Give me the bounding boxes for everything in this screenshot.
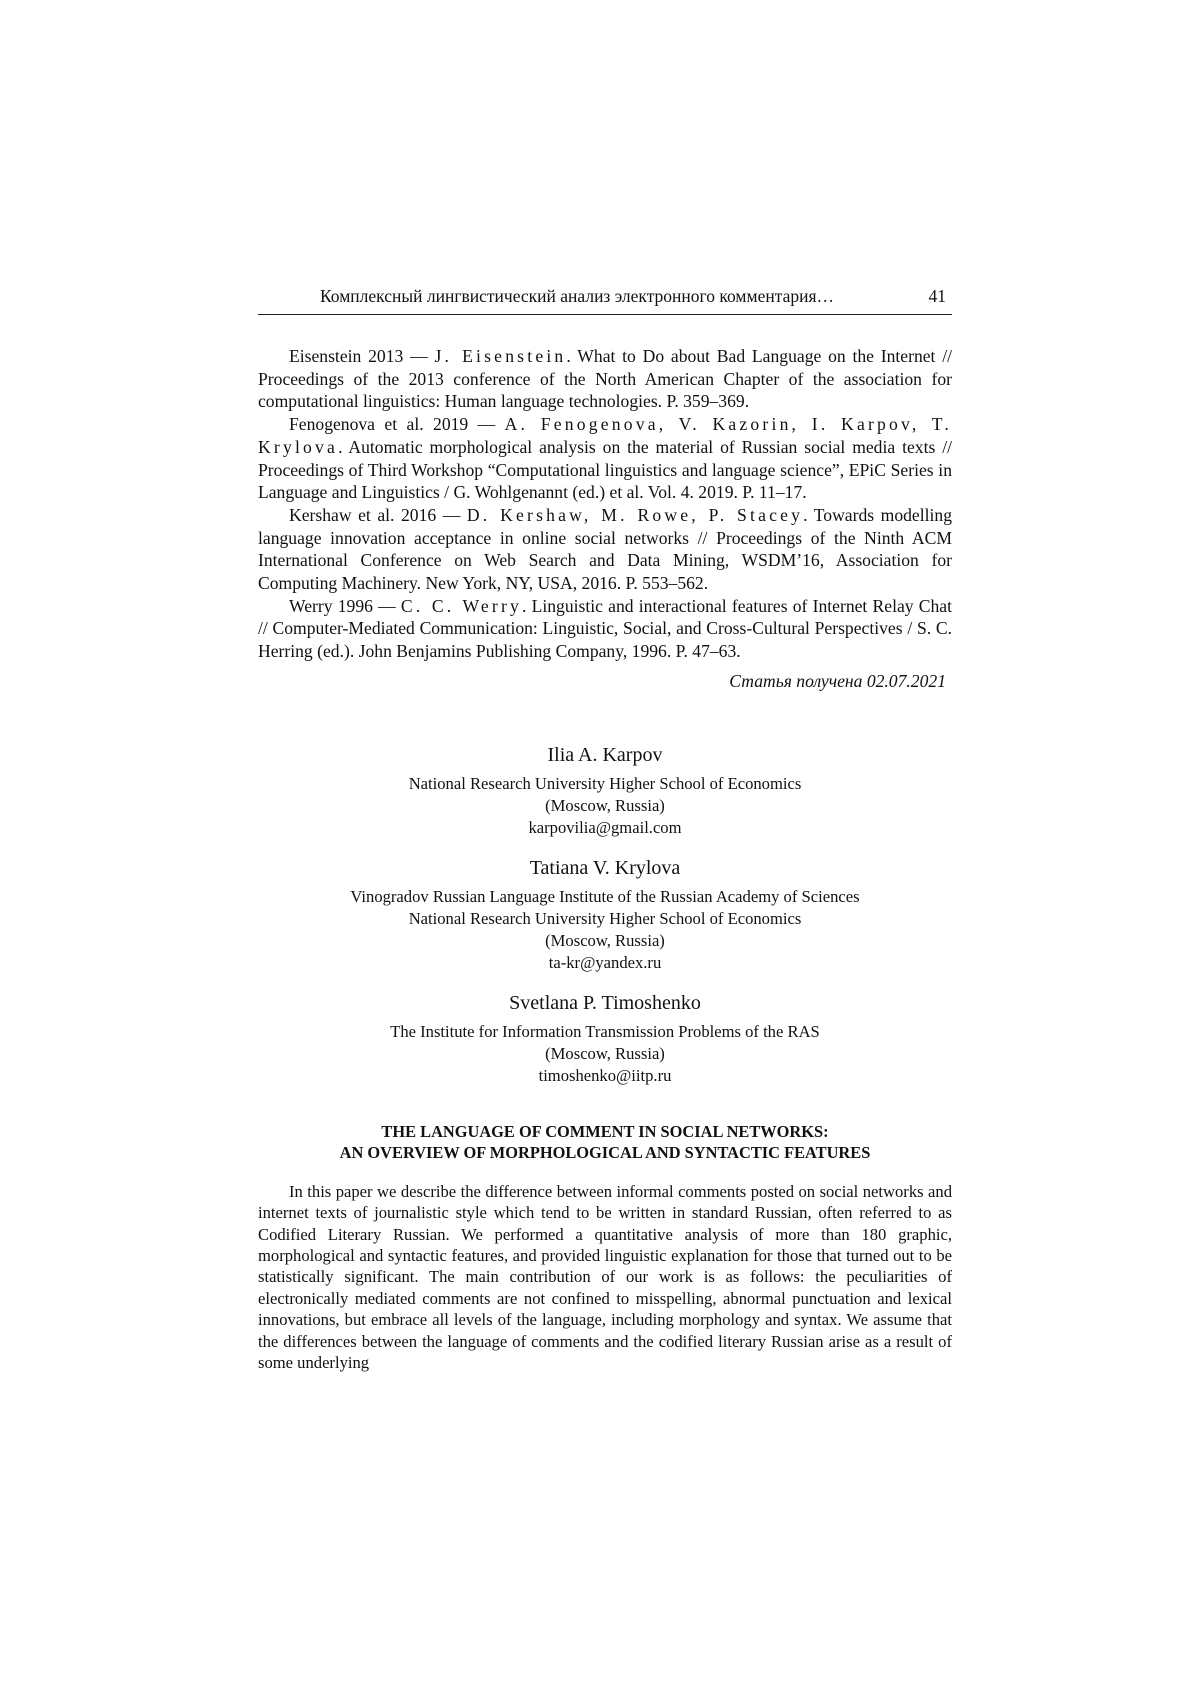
page xyxy=(258,284,952,1390)
article-title-line: THE LANGUAGE OF COMMENT IN SOCIAL NETWORKS: xyxy=(381,1121,829,1141)
reference-item xyxy=(258,413,952,504)
author-affiliation: Vinogradov Russian Language Institute of the Russian Academy of Sciences xyxy=(350,886,860,906)
reference-authors: J. Eisenstein xyxy=(434,346,567,366)
author-name: Tatiana V. Krylova xyxy=(529,856,681,879)
running-title: Комплексный лингвистический анализ электронного комментария… xyxy=(320,286,835,306)
author-name: Ilia A. Karpov xyxy=(547,743,663,766)
author-affiliation: National Research University Higher School of Economics xyxy=(408,908,802,928)
running-header xyxy=(258,284,952,315)
author-affiliation: National Research University Higher School of Economics xyxy=(408,773,802,793)
reference-list xyxy=(258,345,952,663)
author-block xyxy=(258,742,952,1087)
author-email: timoshenko@iitp.ru xyxy=(538,1065,672,1085)
reference-text: . Automatic morphological analysis on the material of Russian social media texts // Proceedings of Third Workshop “Computational linguistics and language science”, EPiC Series in Language and Linguistics / G. Wohlgenannt (ed.) et al. Vol. 4. 2019. P. 11–17. xyxy=(258,436,952,503)
author-name: Svetlana P. Timoshenko xyxy=(509,991,701,1014)
reference-text: . What to Do about Bad Language on the Internet // Proceedings of the 2013 conference of the North American Chapter of the association for computational linguistics: Human language technologies. P. 359–369. xyxy=(258,346,953,412)
reference-item xyxy=(258,595,952,663)
author-email: ta-kr@yandex.ru xyxy=(548,952,662,972)
author-location: (Moscow, Russia) xyxy=(545,1043,665,1063)
abstract-paragraph: In this paper we describe the difference between informal comments posted on social networks and internet texts of journalistic style which tend to be written in standard Russian, often referred to as Codified Literary Russian. We performed a quantitative analysis of more than 180 graphic, morphological and syntactic features, and provided linguistic explanation for those that turned out to be statistically significant. The main contribution of our work is as follows: the peculiarities of electronically mediated comments are not confined to misspelling, abnormal punctuation and lexical innovations, but embrace all levels of the language, including morphology and syntax. We assume that the differences between the language of comments and the codified literary Russian arise as a result of some underlying xyxy=(258,1181,952,1373)
reference-authors: A. Fenogenova, V. Kazorin, I. Karpov, T. Krylova xyxy=(258,414,952,457)
article-title xyxy=(258,1121,952,1163)
reference-authors: C. C. Werry xyxy=(400,595,522,616)
author-entry xyxy=(258,990,952,1087)
page-number: 41 xyxy=(928,286,946,306)
author-entry xyxy=(258,855,952,974)
reference-text: . Towards modelling language innovation acceptance in online social networks // Proceedings of the Ninth ACM International Conference on Web Search and Data Mining, WSDM’16, Association for Computing Machinery. New York, NY, USA, 2016. P. 553–562. xyxy=(258,504,953,594)
reference-item xyxy=(258,345,952,413)
article-title-line: AN OVERVIEW OF MORPHOLOGICAL AND SYNTACTIC FEATURES xyxy=(339,1142,871,1162)
author-location: (Moscow, Russia) xyxy=(545,795,665,815)
author-email: karpovilia@gmail.com xyxy=(528,817,682,837)
author-location: (Moscow, Russia) xyxy=(545,930,665,950)
reference-text: . Linguistic and interactional features of Internet Relay Chat // Computer-Mediated Communication: Linguistic, Social, and Cross-Cultural Perspectives / S. C. Herring (ed.). John Benjamins Publishing Company, 1996. P. 47–63. xyxy=(258,595,952,662)
author-entry xyxy=(258,742,952,839)
reference-key: Kershaw et al. 2016 — xyxy=(289,504,467,525)
reference-key: Fenogenova et al. 2019 — xyxy=(289,414,505,435)
author-affiliation: The Institute for Information Transmission Problems of the RAS xyxy=(390,1021,820,1041)
reference-item xyxy=(258,504,952,595)
received-date-note: Статья получена 02.07.2021 xyxy=(729,670,946,691)
reference-key: Eisenstein 2013 — xyxy=(289,346,435,366)
reference-authors: D. Kershaw, M. Rowe, P. Stacey xyxy=(466,504,804,525)
reference-key: Werry 1996 — xyxy=(289,595,401,616)
